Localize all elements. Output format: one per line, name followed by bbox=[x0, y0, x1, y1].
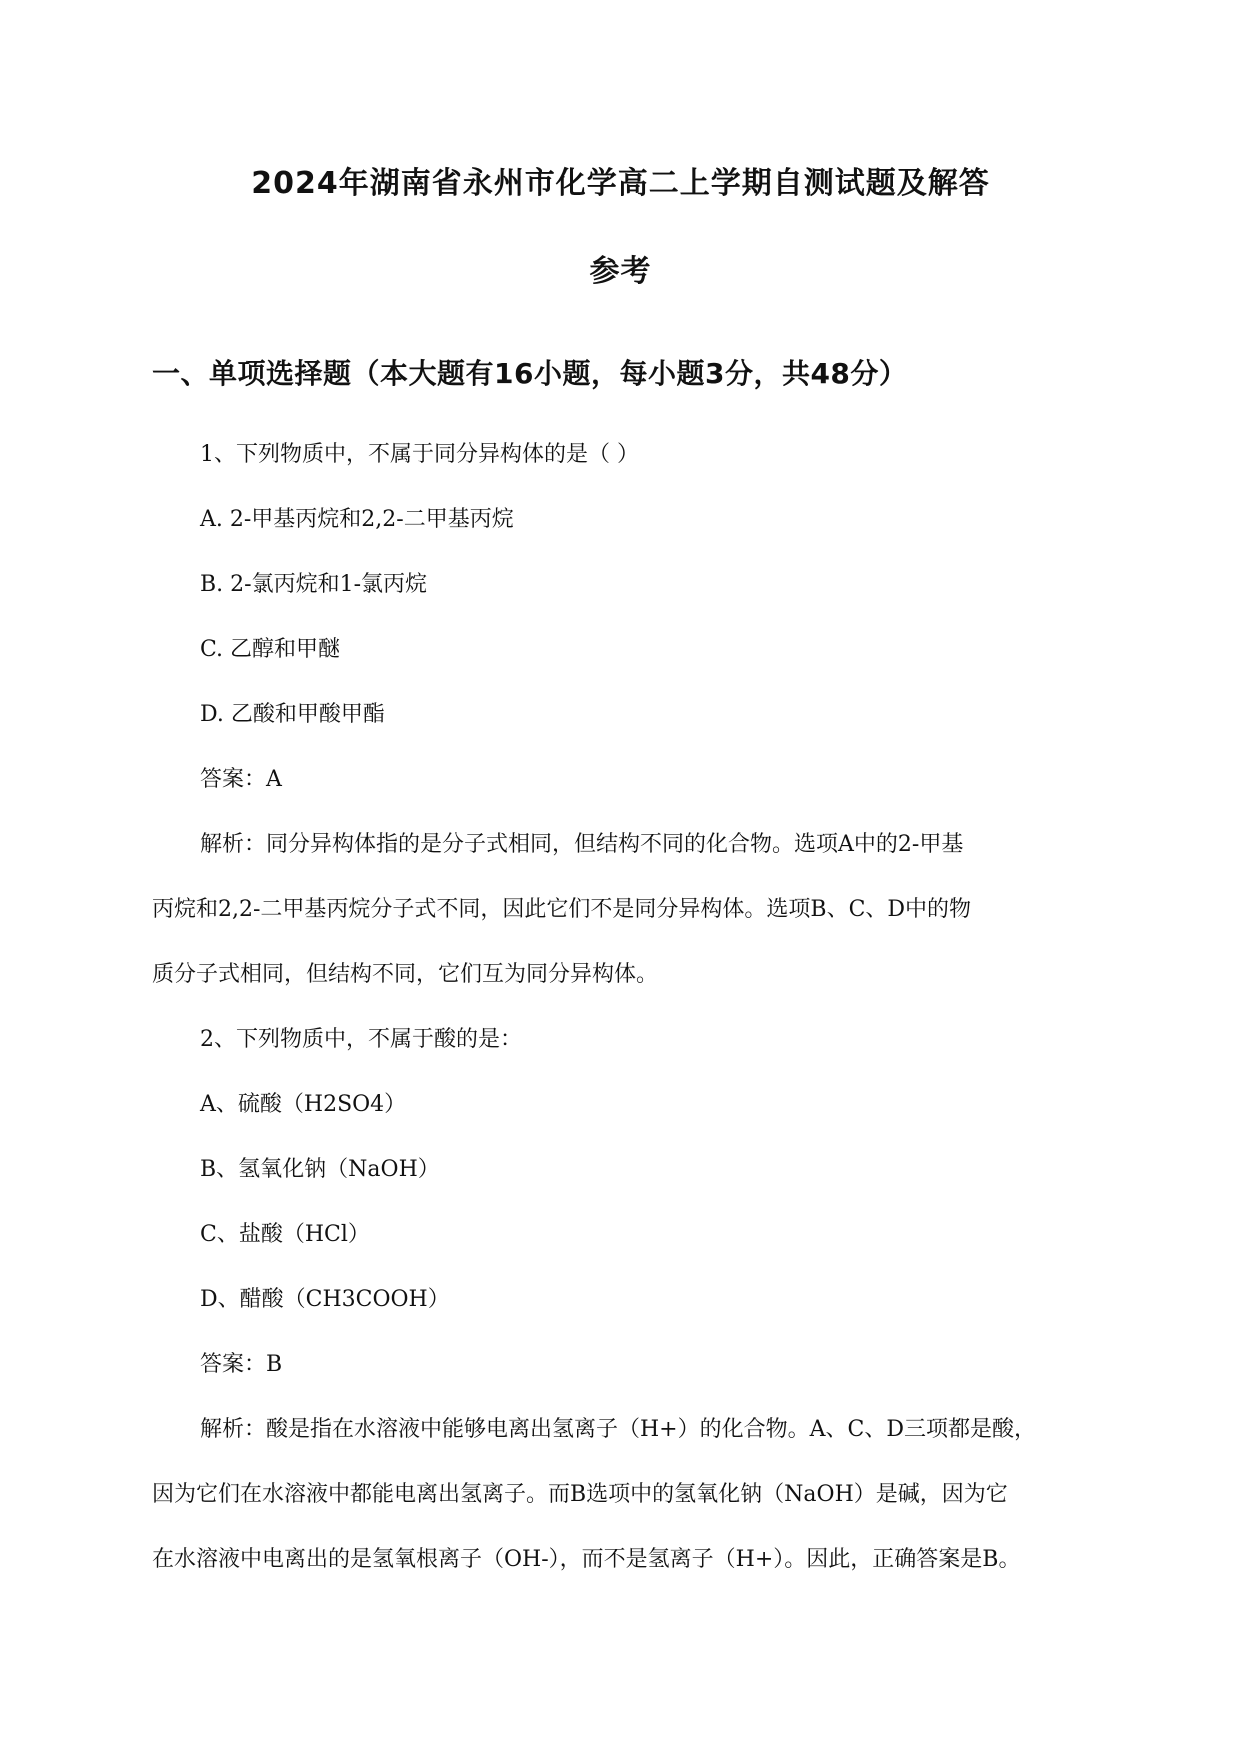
question-2-stem: 2、下列物质中，不属于酸的是： bbox=[200, 1027, 522, 1052]
question-2-answer: 答案：B bbox=[200, 1352, 283, 1377]
question-2-option-a: A、硫酸（H2SO4） bbox=[200, 1092, 407, 1117]
question-1-option-a: A. 2-甲基丙烷和2,2-二甲基丙烷 bbox=[200, 507, 514, 532]
question-1-option-d: D. 乙酸和甲酸甲酯 bbox=[200, 702, 385, 727]
question-1-option-b: B. 2-氯丙烷和1-氯丙烷 bbox=[200, 572, 428, 597]
question-2-option-d: D、醋酸（CH3COOH） bbox=[200, 1287, 450, 1312]
document-title: 2024年湖南省永州市化学高二上学期自测试题及解答 bbox=[251, 166, 990, 201]
document-title-continued: 参考 bbox=[589, 254, 652, 289]
question-2-explanation-line-2: 因为它们在水溶液中都能电离出氢离子。而B选项中的氢氧化钠（NaOH）是碱，因为它 bbox=[152, 1482, 1008, 1507]
section-heading: 一、单项选择题（本大题有16小题，每小题3分，共48分） bbox=[152, 357, 908, 390]
question-2-explanation-line-3: 在水溶液中电离出的是氢氧根离子（OH-），而不是氢离子（H+）。因此，正确答案是B。 bbox=[152, 1547, 1021, 1572]
question-1-stem: 1、下列物质中，不属于同分异构体的是（ ） bbox=[200, 442, 639, 467]
question-1-explanation-line-1: 解析：同分异构体指的是分子式相同，但结构不同的化合物。选项A中的2-甲基 bbox=[200, 832, 964, 857]
question-2-option-b: B、氢氧化钠（NaOH） bbox=[200, 1157, 440, 1182]
question-1-option-c: C. 乙醇和甲醚 bbox=[200, 637, 341, 662]
question-1-explanation-line-2: 丙烷和2,2-二甲基丙烷分子式不同，因此它们不是同分异构体。选项B、C、D中的物 bbox=[152, 897, 972, 922]
question-1-answer: 答案：A bbox=[200, 767, 282, 792]
question-2-option-c: C、盐酸（HCl） bbox=[200, 1222, 370, 1247]
question-2-explanation-line-1: 解析：酸是指在水溶液中能够电离出氢离子（H+）的化合物。A、C、D三项都是酸， bbox=[200, 1417, 1036, 1442]
question-1-explanation-line-3: 质分子式相同，但结构不同，它们互为同分异构体。 bbox=[152, 962, 659, 987]
